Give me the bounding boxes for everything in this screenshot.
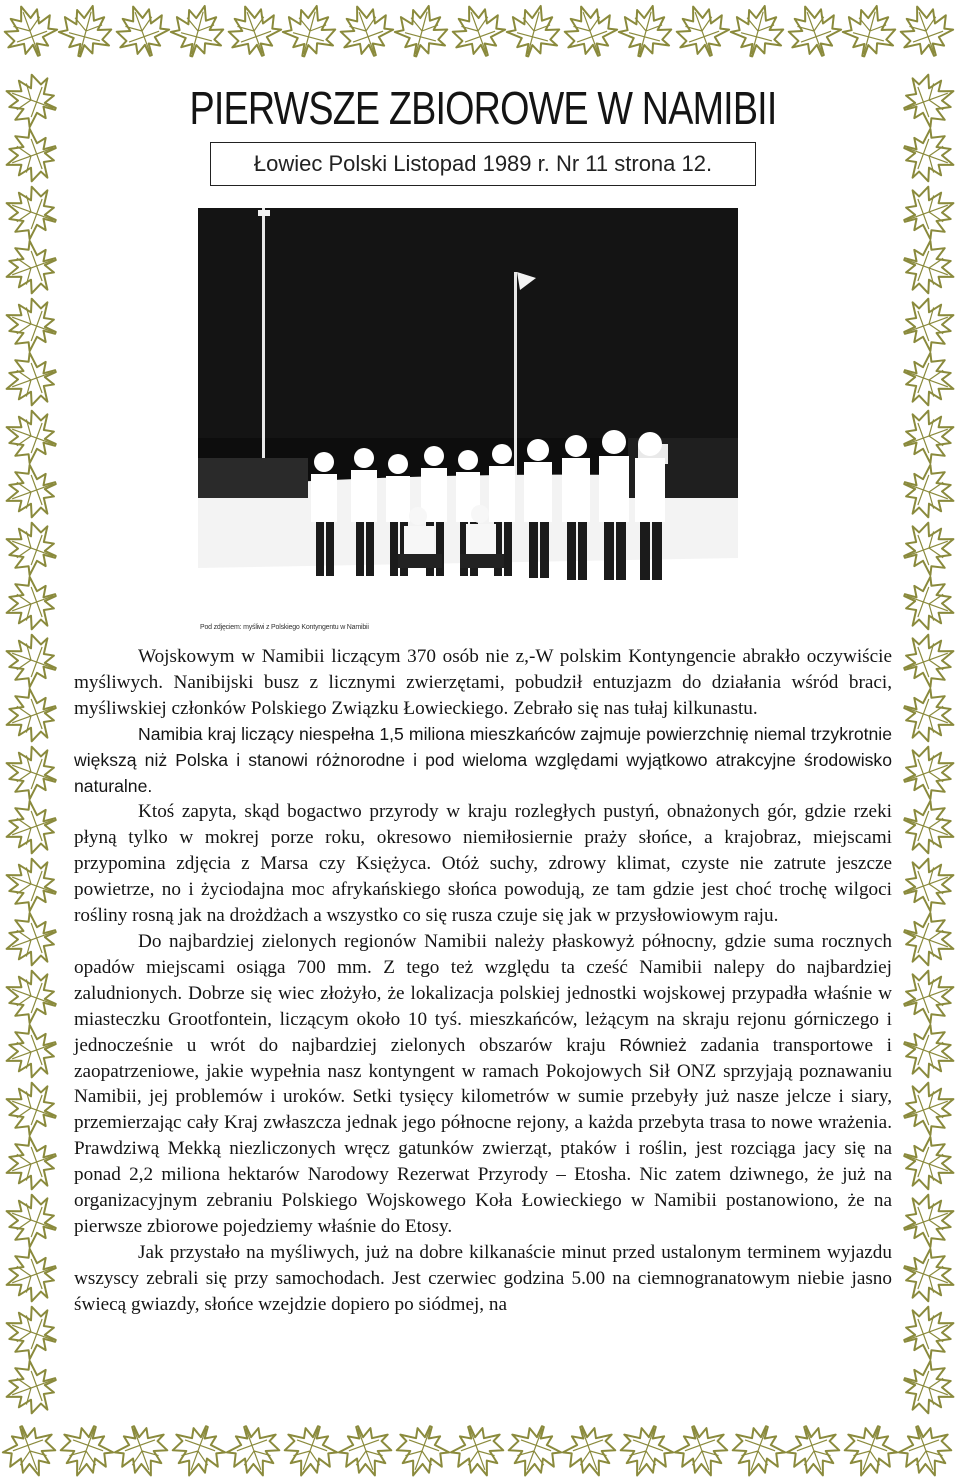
maple-leaf-icon [898, 851, 960, 918]
maple-leaf-icon [0, 459, 62, 526]
photo-caption: Pod zdjęciem: myśliwi z Polskiego Kontyngentu w Namibii [200, 624, 369, 631]
article-body [74, 644, 892, 1318]
maple-leaf-icon [781, 0, 848, 62]
maple-leaf-icon [898, 739, 960, 806]
maple-leaf-icon [613, 1420, 680, 1482]
maple-leaf-icon [0, 627, 62, 694]
maple-leaf-icon [0, 1187, 62, 1254]
maple-leaf-icon [0, 1355, 62, 1422]
maple-leaf-icon [557, 1420, 624, 1482]
maple-leaf-icon [277, 1420, 344, 1482]
maple-leaf-icon [898, 1243, 960, 1310]
maple-leaf-icon [0, 1075, 62, 1142]
maple-leaf-icon [898, 123, 960, 190]
leaf-border-top [0, 0, 960, 62]
paragraph-2: Namibia kraj liczący niespełna 1,5 miliona mieszkańców zajmuje powierzchnię niemal trzykrotnie większą niż Polska i stanowi różnorodne i pod wieloma względami wyjątkowo atrakcyjne środowisko naturalne. [74, 723, 892, 796]
maple-leaf-icon [725, 1420, 792, 1482]
maple-leaf-icon [898, 1299, 960, 1366]
paragraph-4 [74, 929, 892, 1240]
maple-leaf-icon [898, 1075, 960, 1142]
maple-leaf-icon [898, 179, 960, 246]
paragraph-4-part-e: zadania transportowe i zaopatrzeniowe, jakie wypełnia nasz kontyngent w ramach Pokojowych Sił ONZ sprzyjają poznawaniu Namibii, jej problemów i uroków. Setki tysięcy kilometrów w sumie przebyły już nasze jelcze i siary, przemierzając cały Kraj zwłaszcza jednak jego północne rejony, a każda przebyta trasa to nowe wrażenia. Prawdziwą Mekką niezliczonych wręcz gatunków zwierząt, ptaków i roślin, jest rozciąga jacy się na ponad 2,2 miliona hektarów Narodowy Rezerwat Przyrody – Etosha. Nic zatem dziwnego, że już na organizacyjnym zebraniu Polskiego Wojskowego Koła Łowieckiego w Namibii postanowiono, że na pierwsze zbiorowe pojedziemy właśnie do Etosy. [74, 1034, 892, 1237]
maple-leaf-icon [221, 1420, 288, 1482]
maple-leaf-icon [0, 347, 62, 414]
maple-leaf-icon [898, 1019, 960, 1086]
maple-leaf-icon [54, 0, 118, 62]
maple-leaf-icon [165, 1420, 232, 1482]
paragraph-5: Jak przystało na myśliwych, już na dobre kilkanaście minut przed ustalonym terminem wyjazdu wszyscy zebrali się przy samochodach. Jest czerwiec godzina 5.00 na ciemnogranatowym niebie jasno świecą gwiazdy, słońce wzejdzie dopiero po siódmej, na [74, 1241, 892, 1315]
paragraph-4-part-a: Do najbardziej zielonych regionów Namibii należy płaskowyż północny, gdzie suma rocznych opadów miejscami osiąga 700 mm. Z tego też względu ta cześć Namibii nalepy do najbardziej zaludnionych. Dobrze się wiec złożyło, że lokalizacja polskiej jednostki wojskowej przypadła właśnie w miasteczku [74, 930, 892, 1030]
maple-leaf-icon [501, 1420, 568, 1482]
maple-leaf-icon [166, 0, 230, 62]
maple-leaf-icon [837, 1420, 904, 1482]
maple-leaf-icon [0, 179, 62, 246]
maple-leaf-icon [838, 0, 902, 62]
maple-leaf-icon [109, 1420, 176, 1482]
page-content [74, 80, 892, 1318]
maple-leaf-icon [669, 0, 736, 62]
maple-leaf-icon [898, 291, 960, 358]
maple-leaf-icon [726, 0, 790, 62]
maple-leaf-icon [0, 907, 62, 974]
maple-leaf-icon [898, 1355, 960, 1422]
place-name-grootfontein: Grootfontein [167, 1008, 268, 1030]
maple-leaf-icon [898, 963, 960, 1030]
maple-leaf-icon [898, 347, 960, 414]
maple-leaf-icon [898, 67, 960, 134]
maple-leaf-icon [557, 0, 624, 62]
maple-leaf-icon [898, 1187, 960, 1254]
maple-leaf-icon [109, 0, 176, 62]
source-citation-box: Łowiec Polski Listopad 1989 r. Nr 11 strona 12. [210, 142, 756, 186]
group-photo [198, 208, 738, 631]
maple-leaf-icon [898, 571, 960, 638]
maple-leaf-icon [0, 571, 62, 638]
maple-leaf-icon [898, 627, 960, 694]
leaf-border-right [898, 0, 960, 1482]
maple-leaf-icon [0, 403, 62, 470]
maple-leaf-icon [0, 1131, 62, 1198]
maple-leaf-icon [898, 795, 960, 862]
maple-leaf-icon [389, 1420, 456, 1482]
maple-leaf-icon [781, 1420, 848, 1482]
maple-leaf-icon [669, 1420, 736, 1482]
maple-leaf-icon [445, 0, 512, 62]
maple-leaf-icon [278, 0, 342, 62]
maple-leaf-icon [898, 403, 960, 470]
page-title: PIERWSZE ZBIOROWE W NAMIBII [189, 82, 777, 134]
maple-leaf-icon [898, 235, 960, 302]
maple-leaf-icon [614, 0, 678, 62]
maple-leaf-icon [0, 235, 62, 302]
maple-leaf-icon [0, 739, 62, 806]
maple-leaf-icon [221, 0, 288, 62]
maple-leaf-icon [898, 683, 960, 750]
maple-leaf-icon [0, 1019, 62, 1086]
maple-leaf-icon [0, 795, 62, 862]
paragraph-1: Wojskowym w Namibii liczącym 370 osób nie z,-W polskim Kontyngencie abrakło oczywiście myśliwych. Nanibijski busz z licznymi zwierzętami, pobudził entuzjazm do działania wśród braci, myśliwskiej członków Polskiego Związku Łowieckiego. Zebrało się nas tułaj kilkunastu. [74, 646, 892, 719]
paragraph-3: Ktoś zapyta, skąd bogactwo przyrody w kraju rozległych pustyń, obnażonych gór, gdzie rzeki płyną tylko w mokrej porze roku, okresowo niemiłosiernie praży słońce, a krajobraz, miejscami przypomina zdjęcia z Marsa czy Księżyca. Otóż suchy, zdrowy klimat, czyste nie zatrute jeszcze powietrze, no i życiodajna moc afrykańskiego słońca powodują, ze tam gdzie jest choć trochę wilgoci rośliny rosną jak na drożdżach a wszystko co się rusza czuje się jak w przysłowiowym raju. [74, 801, 892, 927]
leaf-border-bottom [0, 1420, 960, 1482]
maple-leaf-icon [0, 851, 62, 918]
maple-leaf-icon [0, 67, 62, 134]
maple-leaf-icon [0, 1243, 62, 1310]
paragraph-4-word-rowniez: Również [619, 1034, 687, 1055]
maple-leaf-icon [390, 0, 454, 62]
group-photo-icon [198, 208, 738, 622]
maple-leaf-icon [0, 1299, 62, 1366]
maple-leaf-icon [898, 907, 960, 974]
maple-leaf-icon [502, 0, 566, 62]
maple-leaf-icon [333, 1420, 400, 1482]
maple-leaf-icon [898, 515, 960, 582]
maple-leaf-icon [53, 1420, 120, 1482]
maple-leaf-icon [898, 1131, 960, 1198]
maple-leaf-icon [898, 459, 960, 526]
maple-leaf-icon [0, 123, 62, 190]
maple-leaf-icon [0, 515, 62, 582]
maple-leaf-icon [0, 963, 62, 1030]
maple-leaf-icon [0, 683, 62, 750]
maple-leaf-icon [0, 291, 62, 358]
leaf-border-left [0, 0, 62, 1482]
maple-leaf-icon [445, 1420, 512, 1482]
paragraph-4-part-c: , liczącym około 10 tyś. mieszkańców, leżącym na skraju rejonu górniczego i jednocześnie u wrót do najbardziej zielonych obszarów kraju [74, 1008, 893, 1056]
maple-leaf-icon [333, 0, 400, 62]
